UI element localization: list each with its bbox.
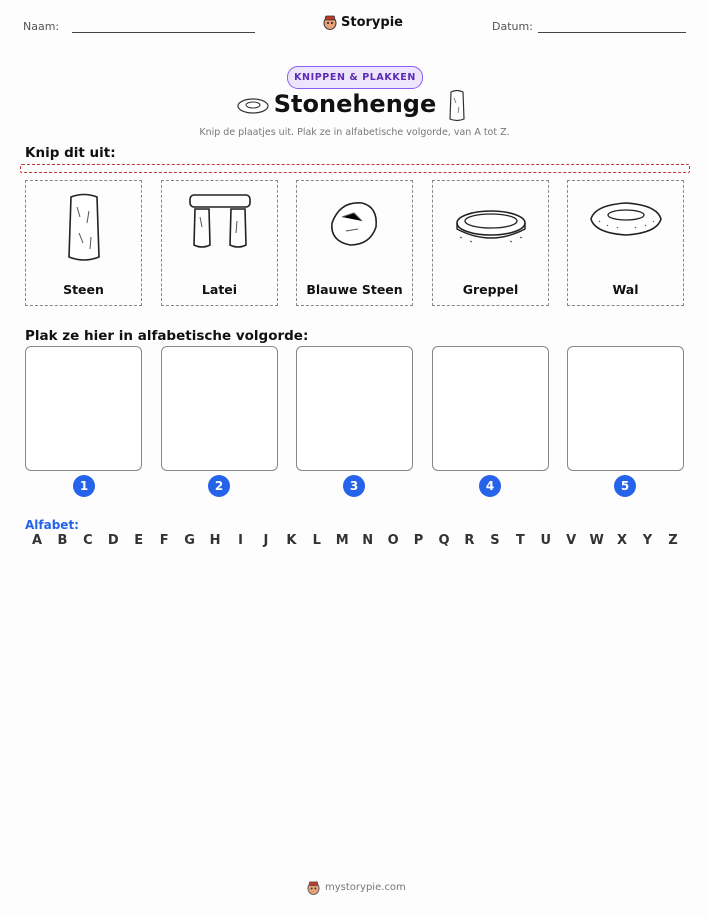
cut-line (20, 164, 690, 173)
alphabet-letter: J (263, 533, 269, 548)
alphabet-letter: L (312, 533, 321, 548)
cut-card-wal[interactable] (567, 180, 684, 306)
paste-box-1[interactable] (25, 346, 142, 471)
paste-section-title: Plak ze hier in alfabetische volgorde: (25, 328, 309, 344)
alphabet-letter: X (617, 533, 628, 548)
alphabet-letter: D (107, 533, 119, 548)
alphabet-letter: C (83, 533, 93, 548)
footer (307, 880, 406, 895)
paste-box-2[interactable] (161, 346, 278, 471)
alphabet-letter: K (286, 533, 297, 548)
alphabet-letter: W (589, 533, 604, 548)
alphabet-letter: Q (438, 533, 450, 548)
cut-card-label: Latei (201, 282, 238, 297)
paste-box-5[interactable] (567, 346, 684, 471)
cut-card-steen[interactable] (25, 180, 142, 306)
cut-card-label: Greppel (462, 282, 519, 297)
cut-card-label: Wal (612, 282, 639, 297)
activity-badge: KNIPPEN & PLAKKEN (287, 66, 423, 89)
alphabet-label: Alfabet: (25, 518, 79, 532)
alphabet-letter: E (134, 533, 144, 548)
cut-section-title: Knip dit uit: (25, 145, 116, 161)
number-badge: 5 (614, 475, 636, 497)
instructions: Knip de plaatjes uit. Plak ze in alfabetische volgorde, van A tot Z. (199, 127, 510, 138)
number-badge: 3 (343, 475, 365, 497)
alphabet-letter: S (490, 533, 500, 548)
number-badge: 4 (479, 475, 501, 497)
alphabet-letter: G (184, 533, 195, 548)
alphabet-letter: Z (668, 533, 678, 548)
footer-site[interactable]: mystorypie.com (325, 882, 406, 893)
alphabet-letter: V (566, 533, 577, 548)
mascot-icon (307, 880, 320, 895)
standing-stone-icon (39, 187, 129, 267)
alphabet-letter: F (159, 533, 169, 548)
cut-card-greppel[interactable] (432, 180, 549, 306)
bluestone-icon (310, 187, 400, 267)
number-badge: 2 (208, 475, 230, 497)
name-field[interactable] (72, 32, 255, 33)
brand-name: Storypie (341, 14, 403, 30)
stone-icon (447, 89, 467, 123)
paste-box-3[interactable] (296, 346, 413, 471)
alphabet-letter: P (413, 533, 424, 548)
cut-card-latei[interactable] (161, 180, 278, 306)
mascot-icon (323, 14, 337, 30)
page-title: Stonehenge (273, 90, 437, 118)
alphabet-letter: I (238, 533, 243, 548)
date-label: Datum: (492, 20, 533, 33)
alphabet-letter: R (464, 533, 475, 548)
alphabet-letter: U (540, 533, 552, 548)
alphabet-letter: B (57, 533, 68, 548)
trilithon-icon (175, 187, 265, 267)
alphabet-letter: Y (642, 533, 653, 548)
alphabet-row (28, 533, 682, 548)
ditch-ring-icon (446, 187, 536, 267)
cut-card-blauwe-steen[interactable] (296, 180, 413, 306)
alphabet-letter: O (387, 533, 399, 548)
date-field[interactable] (538, 32, 686, 33)
cut-card-label: Blauwe Steen (306, 282, 403, 297)
cut-card-label: Steen (63, 282, 104, 297)
paste-box-4[interactable] (432, 346, 549, 471)
bank-mound-icon (581, 187, 671, 267)
brand-logo (323, 14, 403, 30)
name-label: Naam: (23, 20, 60, 33)
alphabet-letter: H (209, 533, 221, 548)
alphabet-letter: A (31, 533, 43, 548)
alphabet-letter: T (515, 533, 525, 548)
alphabet-letter: N (362, 533, 374, 548)
number-badge: 1 (73, 475, 95, 497)
alphabet-letter: M (335, 533, 349, 548)
